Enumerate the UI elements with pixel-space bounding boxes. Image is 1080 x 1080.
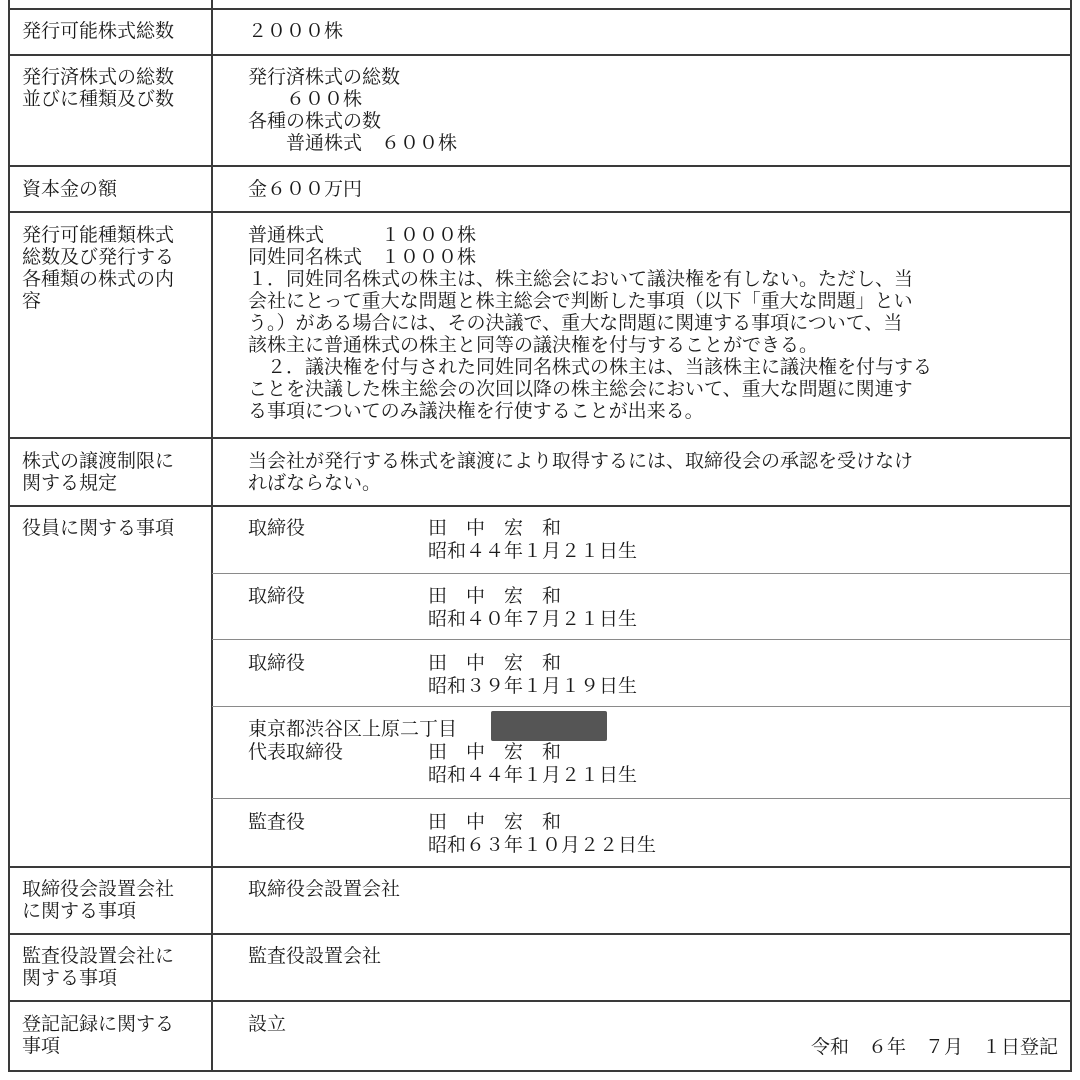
row-divider bbox=[8, 54, 1072, 56]
transfer-restriction-value: 当会社が発行する株式を譲渡により取得するには、取締役会の承認を受けなけ ればならない。 bbox=[248, 450, 914, 494]
table-left-border bbox=[8, 0, 10, 1072]
officer-dob: 昭和３９年１月１９日生 bbox=[428, 675, 638, 697]
address-redaction bbox=[491, 711, 607, 741]
auditor-company-value: 監査役設置会社 bbox=[248, 945, 382, 967]
authorized-shares-value: ２０００株 bbox=[248, 20, 344, 42]
row-divider bbox=[8, 165, 1072, 167]
officer-divider bbox=[212, 706, 1070, 707]
officer-dob: 昭和４０年７月２１日生 bbox=[428, 608, 638, 630]
officer-role: 監査役 bbox=[248, 811, 306, 833]
table-column-divider bbox=[211, 0, 213, 1072]
table-right-border bbox=[1070, 0, 1072, 1072]
officer-divider bbox=[212, 639, 1070, 640]
officer-dob: 昭和４４年１月２１日生 bbox=[428, 540, 638, 562]
officer-divider bbox=[212, 573, 1070, 574]
issued-class-value: 普通株式 ６００株 bbox=[248, 132, 458, 154]
common-shares-count: 普通株式 １０００株 bbox=[248, 224, 477, 246]
officer-dob: 昭和４４年１月２１日生 bbox=[428, 764, 638, 786]
officer-role: 代表取締役 bbox=[248, 741, 344, 763]
issued-shares-value bbox=[248, 66, 457, 154]
row-divider bbox=[8, 8, 1072, 10]
class-shares-clause-1: １．同姓同名株式の株主は、株主総会において議決権を有しない。ただし、当 会社にとって重大な問題と株主総会で判断した事項（以下「重大な問題」とい う。）がある場合には、その決議で、重大な問題に関連する事項について、当 該株主に普通株式の株主と同等の議決権を付与することができる。 bbox=[248, 268, 914, 356]
officer-name: 田 中 宏 和 bbox=[428, 652, 562, 674]
auditor-company-label: 監査役設置会社に 関する事項 bbox=[22, 945, 175, 989]
row-divider bbox=[8, 933, 1072, 935]
same-name-shares-count: 同姓同名株式 １０００株 bbox=[248, 246, 477, 268]
authorized-shares-label: 発行可能株式総数 bbox=[22, 20, 175, 42]
row-divider bbox=[8, 505, 1072, 507]
class-shares-clause-2: ２．議決権を付与された同姓同名株式の株主は、当該株主に議決権を付与する ことを決議した株主総会の次回以降の株主総会において、重大な問題に関連す る事項についてのみ議決権を行使することが出来る。 bbox=[248, 356, 933, 422]
officer-divider bbox=[212, 798, 1070, 799]
board-company-label: 取締役会設置会社 に関する事項 bbox=[22, 878, 175, 922]
officer-role: 取締役 bbox=[248, 585, 306, 607]
row-divider bbox=[8, 437, 1072, 439]
row-divider bbox=[8, 1070, 1072, 1072]
board-company-value: 取締役会設置会社 bbox=[248, 878, 401, 900]
registration-label: 登記記録に関する 事項 bbox=[22, 1013, 175, 1057]
officer-dob: 昭和６３年１０月２２日生 bbox=[428, 834, 657, 856]
class-shares-counts bbox=[248, 224, 476, 268]
representative-address: 東京都渋谷区上原二丁目 bbox=[248, 718, 458, 740]
officers-label: 役員に関する事項 bbox=[22, 517, 175, 539]
officer-name: 田 中 宏 和 bbox=[428, 811, 562, 833]
officer-name: 田 中 宏 和 bbox=[428, 585, 562, 607]
officer-role: 取締役 bbox=[248, 517, 306, 539]
capital-value: 金６００万円 bbox=[248, 178, 363, 200]
capital-label: 資本金の額 bbox=[22, 178, 118, 200]
issued-shares-label: 発行済株式の総数 並びに種類及び数 bbox=[22, 66, 175, 110]
officer-name: 田 中 宏 和 bbox=[428, 741, 562, 763]
class-shares-label: 発行可能種類株式 総数及び発行する 各種類の株式の内 容 bbox=[22, 224, 175, 312]
row-divider bbox=[8, 866, 1072, 868]
transfer-restriction-label: 株式の譲渡制限に 関する規定 bbox=[22, 450, 175, 494]
officer-name: 田 中 宏 和 bbox=[428, 517, 562, 539]
issued-total-value: ６００株 bbox=[248, 88, 363, 110]
registration-value: 設立 bbox=[248, 1013, 287, 1035]
issued-class-heading: 各種の株式の数 bbox=[248, 110, 382, 132]
officer-role: 取締役 bbox=[248, 652, 306, 674]
row-divider bbox=[8, 1000, 1072, 1002]
issued-total-heading: 発行済株式の総数 bbox=[248, 66, 401, 88]
row-divider bbox=[8, 211, 1072, 213]
registration-date: 令和 ６年 ７月 １日登記 bbox=[810, 1036, 1058, 1058]
